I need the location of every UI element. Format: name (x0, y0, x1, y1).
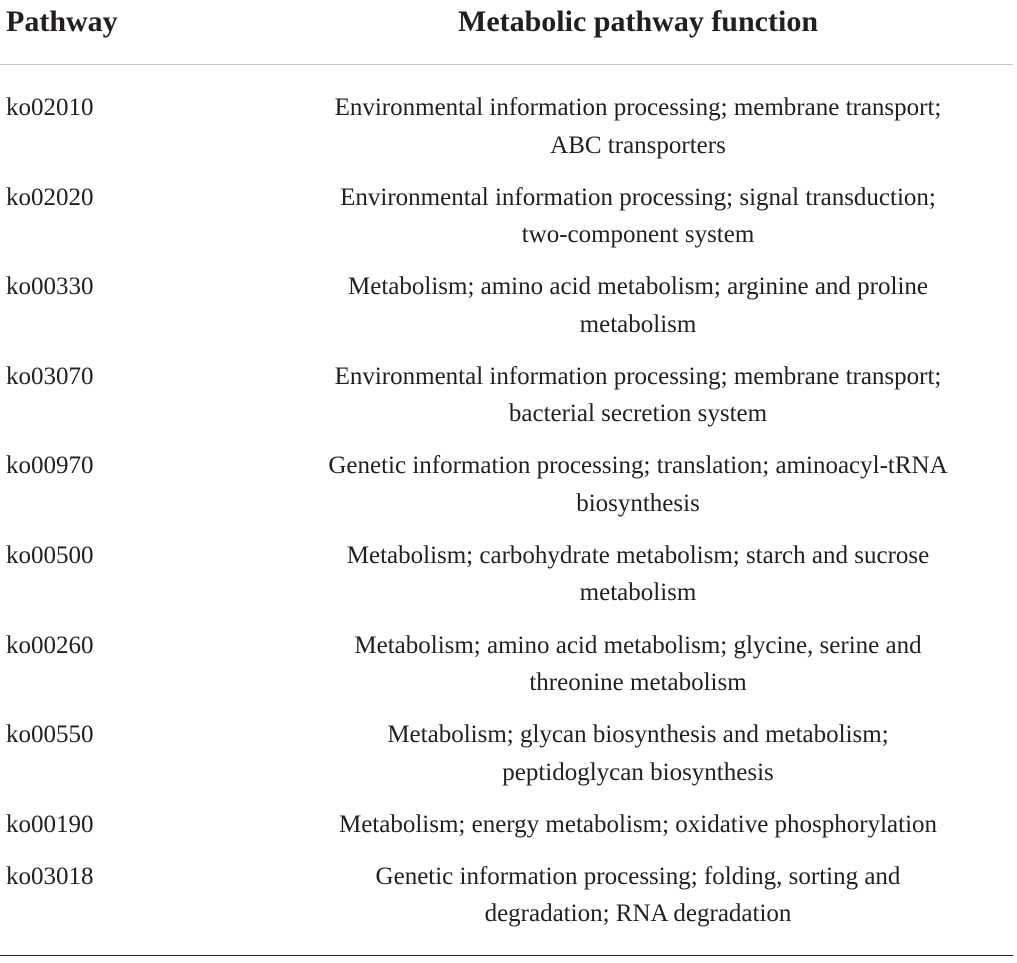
function-line: peptidoglycan biosynthesis (502, 758, 774, 786)
function-line: Metabolism; carbohydrate metabolism; starch and sucrose (346, 541, 930, 569)
pathway-function (278, 858, 998, 933)
pathway-id: ko00500 (6, 541, 94, 569)
table-row (0, 806, 1013, 858)
function-line: Genetic information processing; translation; aminoacyl-tRNA (328, 452, 948, 480)
pathway-id: ko00550 (6, 721, 94, 749)
function-line: Environmental information processing; membrane transport; (334, 94, 942, 121)
pathway-id: ko00190 (6, 810, 94, 838)
table-row (0, 447, 1013, 537)
table-header (0, 0, 1013, 65)
pathway-function (278, 716, 998, 791)
function-line: ABC transporters (550, 131, 726, 159)
function-line: degradation; RNA degradation (484, 900, 792, 928)
pathway-function (278, 89, 998, 164)
table-row (0, 627, 1013, 717)
pathway-id: ko00330 (6, 273, 94, 301)
pathway-function (278, 358, 998, 433)
pathway-id: ko00260 (6, 631, 94, 659)
function-line: metabolism (579, 310, 697, 338)
function-line: Metabolism; amino acid metabolism; arginine and proline (348, 273, 928, 301)
table-row (0, 268, 1013, 358)
function-line: bacterial secretion system (508, 400, 768, 428)
function-line: Environmental information processing; signal transduction; (340, 183, 936, 211)
pathway-function (278, 447, 998, 522)
bottom-rule (0, 955, 1013, 956)
function-line: Genetic information processing; folding, sorting and (375, 862, 901, 890)
function-line: Metabolism; amino acid metabolism; glycine, serine and (354, 631, 922, 659)
table-row (0, 858, 1013, 948)
pathway-id: ko03018 (6, 862, 94, 890)
table-row (0, 537, 1013, 627)
pathway-function (278, 179, 998, 254)
pathway-id: ko02020 (6, 183, 94, 211)
pathway-function (278, 627, 998, 702)
table-row (0, 179, 1013, 269)
header-pathway: Pathway (6, 5, 118, 38)
pathway-id: ko02010 (6, 94, 94, 121)
function-line: Environmental information processing; membrane transport; (334, 362, 942, 390)
function-line: biosynthesis (576, 489, 700, 517)
function-line: metabolism (579, 579, 697, 607)
function-line: threonine metabolism (529, 669, 747, 697)
table-row (0, 89, 1013, 179)
function-line: Metabolism; energy metabolism; oxidative phosphorylation (338, 810, 938, 838)
function-line: two-component system (521, 221, 755, 249)
table-row (0, 716, 1013, 806)
table-body (0, 89, 1013, 947)
table-row (0, 358, 1013, 448)
header-function: Metabolic pathway function (458, 5, 818, 38)
pathway-function (278, 537, 998, 612)
pathway-id: ko03070 (6, 362, 94, 390)
function-line: Metabolism; glycan biosynthesis and metabolism; (387, 721, 889, 749)
pathway-function (278, 806, 998, 844)
pathway-id: ko00970 (6, 452, 94, 480)
pathway-function (278, 268, 998, 343)
